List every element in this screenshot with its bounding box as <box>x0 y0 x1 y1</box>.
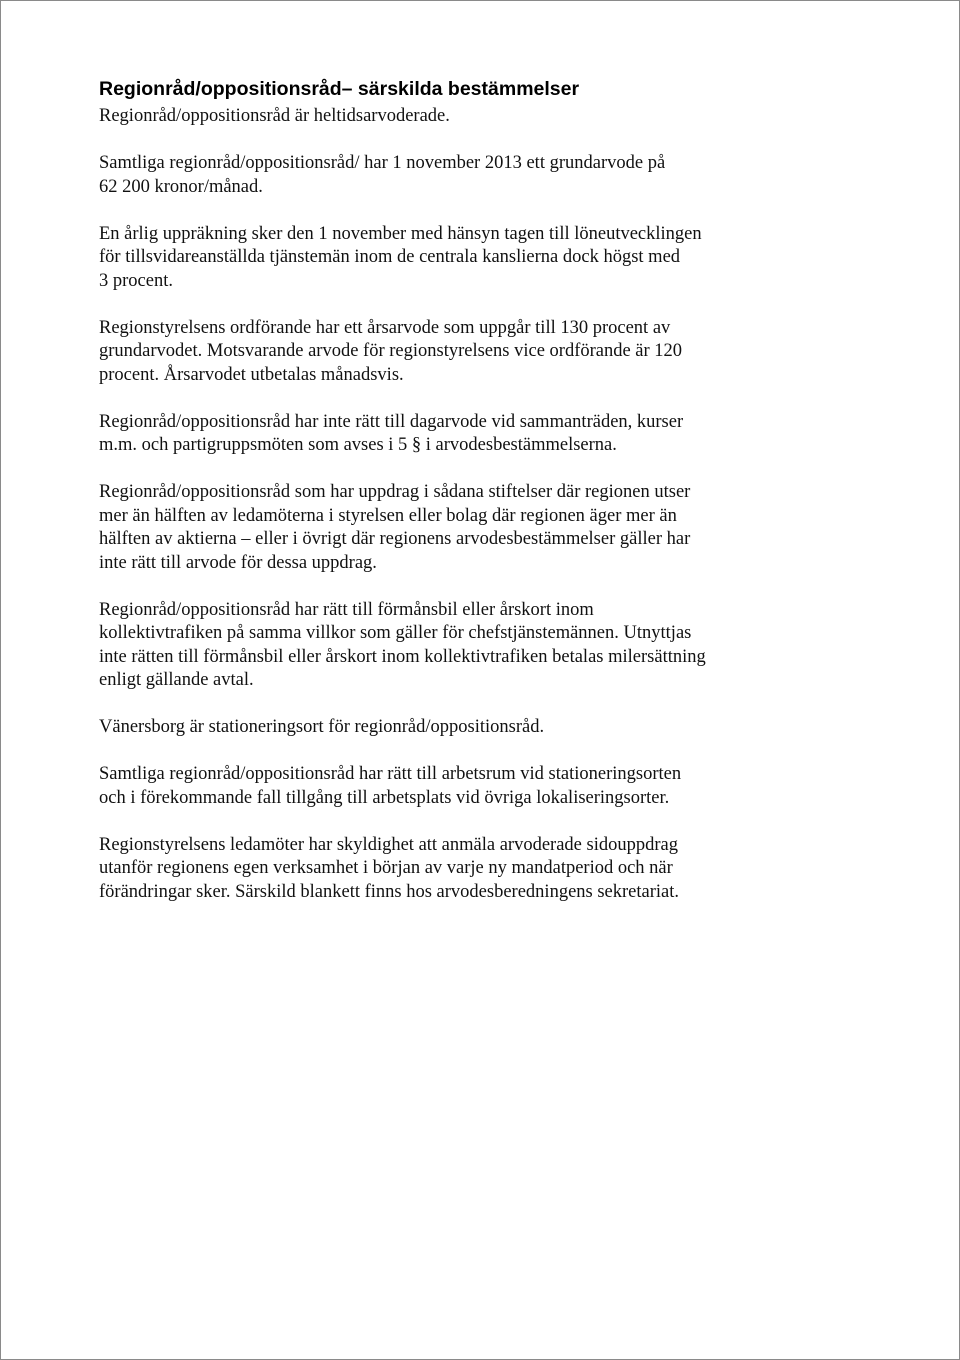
paragraph <box>99 317 799 388</box>
paragraph <box>99 834 799 905</box>
section-heading: Regionråd/oppositionsråd– särskilda bestämmelser <box>99 78 580 100</box>
paragraph-line: Samtliga regionråd/oppositionsråd/ har 1 november 2013 ett grundarvode på <box>99 153 666 173</box>
paragraph-line: procent. Årsarvodet utbetalas månadsvis. <box>99 364 404 385</box>
paragraph <box>99 716 799 740</box>
paragraph-line: inte rätt till arvode för dessa uppdrag. <box>99 552 377 573</box>
paragraph-line: enligt gällande avtal. <box>99 670 254 690</box>
paragraph-line: Regionråd/oppositionsråd har rätt till förmånsbil eller årskort inom <box>99 599 594 620</box>
paragraph <box>99 105 799 129</box>
document-body <box>99 77 799 928</box>
paragraph-line: En årlig uppräkning sker den 1 november med hänsyn tagen till löneutvecklingen <box>99 223 702 244</box>
paragraph-line: m.m. och partigruppsmöten som avses i 5 § i arvodesbestämmelserna. <box>99 435 617 455</box>
paragraph-line: hälften av aktierna – eller i övrigt där regionens arvodesbestämmelser gäller har <box>99 529 691 549</box>
paragraph-line: och i förekommande fall tillgång till arbetsplats vid övriga lokaliseringsorter. <box>99 787 670 808</box>
paragraph-line: Regionråd/oppositionsråd har inte rätt till dagarvode vid sammanträden, kurser <box>99 411 684 432</box>
paragraph-line: kollektivtrafiken på samma villkor som gäller för chefstjänstemännen. Utnyttjas <box>99 623 692 643</box>
paragraph-line: Vänersborg är stationeringsort för regionråd/oppositionsråd. <box>99 717 545 737</box>
paragraph-line: utanför regionens egen verksamhet i början av varje ny mandatperiod och när <box>99 858 673 878</box>
paragraph <box>99 481 799 575</box>
paragraph <box>99 411 799 458</box>
paragraph-line: Regionråd/oppositionsråd är heltidsarvoderade. <box>99 106 450 126</box>
paragraph-line: 62 200 kronor/månad. <box>99 176 263 197</box>
paragraph-line: 3 procent. <box>99 270 173 291</box>
paragraph-line: Regionstyrelsens ordförande har ett årsarvode som uppgår till 130 procent av <box>99 317 671 338</box>
paragraph <box>99 763 799 810</box>
paragraph-list <box>99 105 799 904</box>
paragraph <box>99 223 799 294</box>
paragraph-line: Samtliga regionråd/oppositionsråd har rätt till arbetsrum vid stationeringsorten <box>99 764 682 784</box>
paragraph-line: förändringar sker. Särskild blankett finns hos arvodesberedningens sekretariat. <box>99 881 680 902</box>
paragraph <box>99 599 799 693</box>
paragraph-line: Regionråd/oppositionsråd som har uppdrag i sådana stiftelser där regionen utser <box>99 482 691 502</box>
paragraph-line: inte rätten till förmånsbil eller årskort inom kollektivtrafiken betalas milersättning <box>99 646 706 667</box>
paragraph <box>99 152 799 199</box>
paragraph-line: för tillsvidareanställda tjänstemän inom de centrala kanslierna dock högst med <box>99 247 681 267</box>
paragraph-line: mer än hälften av ledamöterna i styrelsen eller bolag där regionen äger mer än <box>99 505 677 526</box>
paragraph-line: grundarvodet. Motsvarande arvode för regionstyrelsens vice ordförande är 120 <box>99 341 683 361</box>
paragraph-line: Regionstyrelsens ledamöter har skyldighet att anmäla arvoderade sidouppdrag <box>99 834 678 855</box>
